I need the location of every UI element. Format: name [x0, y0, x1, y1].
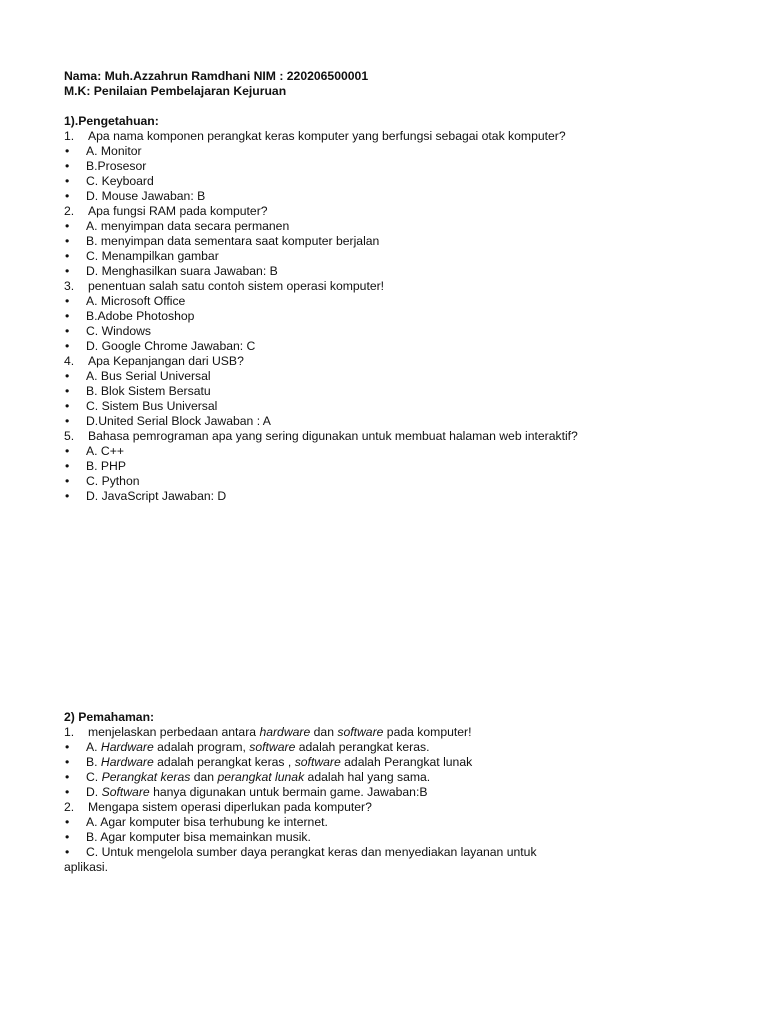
bullet-icon: • [65, 234, 70, 248]
question-item [64, 354, 724, 369]
bullet-icon: • [65, 339, 70, 353]
bullet-icon: • [65, 459, 70, 473]
bullet-icon: • [65, 384, 70, 398]
option-item [64, 144, 724, 159]
question-number: 5. [64, 429, 75, 443]
option-item [64, 384, 724, 399]
option-text: B.Prosesor [86, 159, 147, 173]
option-text: B.Adobe Photoshop [86, 309, 195, 323]
bullet-icon: • [65, 815, 70, 829]
option-text: B. PHP [86, 459, 126, 473]
option-text: D.United Serial Block Jawaban : A [86, 414, 271, 428]
question-item [64, 279, 724, 294]
question-number: 4. [64, 354, 75, 368]
bullet-icon: • [65, 489, 70, 503]
bullet-icon: • [65, 414, 70, 428]
question-text: menjelaskan perbedaan antara hardware dan software pada komputer! [88, 725, 472, 739]
bullet-icon: • [65, 399, 70, 413]
question-text: Bahasa pemrograman apa yang sering digunakan untuk membuat halaman web interaktif? [88, 429, 578, 443]
bullet-icon: • [65, 264, 70, 278]
option-item [64, 369, 724, 384]
question-number: 2. [64, 204, 75, 218]
option-item [64, 489, 724, 504]
question-number: 2. [64, 800, 75, 814]
option-text: A. menyimpan data secara permanen [86, 219, 290, 233]
option-text: A. C++ [86, 444, 124, 458]
bullet-icon: • [65, 144, 70, 158]
option-item [64, 174, 724, 189]
question-text: Apa nama komponen perangkat keras komputer yang berfungsi sebagai otak komputer? [88, 129, 566, 143]
bullet-icon: • [65, 740, 70, 754]
question-number: 3. [64, 279, 75, 293]
option-item [64, 324, 724, 339]
option-item [64, 159, 724, 174]
option-item [64, 309, 724, 324]
option-text: C. Windows [86, 324, 152, 338]
option-item [64, 785, 724, 800]
option-text: D. Google Chrome Jawaban: C [86, 339, 256, 353]
option-text: B. Hardware adalah perangkat keras , software adalah Perangkat lunak [86, 755, 473, 769]
bullet-icon: • [65, 249, 70, 263]
option-item [64, 264, 724, 279]
option-text: C. Sistem Bus Universal [86, 399, 218, 413]
bullet-icon: • [65, 294, 70, 308]
question-item [64, 800, 724, 815]
bullet-icon: • [65, 770, 70, 784]
bullet-icon: • [65, 474, 70, 488]
option-text-continuation: aplikasi. [64, 860, 109, 874]
bullet-icon: • [65, 174, 70, 188]
section-pengetahuan-questions [64, 129, 724, 504]
bullet-icon: • [65, 444, 70, 458]
option-text: A. Microsoft Office [86, 294, 186, 308]
bullet-icon: • [65, 785, 70, 799]
option-text: A. Bus Serial Universal [86, 369, 211, 383]
bullet-icon: • [65, 369, 70, 383]
option-item [64, 845, 724, 860]
option-item [64, 459, 724, 474]
question-number: 1. [64, 725, 75, 739]
section-pemahaman [64, 710, 724, 875]
option-item [64, 234, 724, 249]
option-text: B. menyimpan data sementara saat komputer berjalan [86, 234, 380, 248]
bullet-icon: • [65, 219, 70, 233]
option-text: D. JavaScript Jawaban: D [86, 489, 227, 503]
section-title-pemahaman: 2) Pemahaman: [64, 710, 155, 724]
option-item [64, 219, 724, 234]
option-item [64, 249, 724, 264]
document-page [64, 69, 724, 504]
option-text: C. Keyboard [86, 174, 154, 188]
option-item [64, 399, 724, 414]
option-item [64, 755, 724, 770]
option-item [64, 294, 724, 309]
bullet-icon: • [65, 309, 70, 323]
bullet-icon: • [65, 845, 70, 859]
bullet-icon: • [65, 189, 70, 203]
question-text: Apa Kepanjangan dari USB? [88, 354, 244, 368]
option-item [64, 740, 724, 755]
question-item [64, 204, 724, 219]
option-text: A. Monitor [86, 144, 142, 158]
option-item [64, 815, 724, 830]
student-name-line: Nama: Muh.Azzahrun Ramdhani NIM : 220206500001 [64, 69, 369, 83]
question-item [64, 429, 724, 444]
bullet-icon: • [65, 755, 70, 769]
option-text: D. Software hanya digunakan untuk bermain game. Jawaban:B [86, 785, 428, 799]
course-line: M.K: Penilaian Pembelajaran Kejuruan [64, 84, 287, 98]
option-text: C. Perangkat keras dan perangkat lunak adalah hal yang sama. [86, 770, 431, 784]
option-item [64, 189, 724, 204]
question-number: 1. [64, 129, 75, 143]
option-item [64, 830, 724, 845]
option-text: C. Untuk mengelola sumber daya perangkat keras dan menyediakan layanan untuk [86, 845, 537, 859]
option-text: B. Agar komputer bisa memainkan musik. [86, 830, 311, 844]
option-text: D. Mouse Jawaban: B [86, 189, 206, 203]
option-item [64, 474, 724, 489]
question-text: Mengapa sistem operasi diperlukan pada komputer? [88, 800, 372, 814]
option-text: C. Python [86, 474, 140, 488]
question-item [64, 725, 724, 740]
question-text: Apa fungsi RAM pada komputer? [88, 204, 268, 218]
section-title-pengetahuan: 1).Pengetahuan: [64, 114, 159, 128]
option-item [64, 414, 724, 429]
option-text: A. Hardware adalah program, software adalah perangkat keras. [86, 740, 430, 754]
option-text: B. Blok Sistem Bersatu [86, 384, 211, 398]
bullet-icon: • [65, 159, 70, 173]
option-item [64, 444, 724, 459]
question-item [64, 129, 724, 144]
option-text: C. Menampilkan gambar [86, 249, 219, 263]
option-text: D. Menghasilkan suara Jawaban: B [86, 264, 278, 278]
bullet-icon: • [65, 830, 70, 844]
option-item [64, 339, 724, 354]
option-item [64, 770, 724, 785]
question-text: penentuan salah satu contoh sistem operasi komputer! [88, 279, 385, 293]
bullet-icon: • [65, 324, 70, 338]
option-text: A. Agar komputer bisa terhubung ke internet. [86, 815, 328, 829]
